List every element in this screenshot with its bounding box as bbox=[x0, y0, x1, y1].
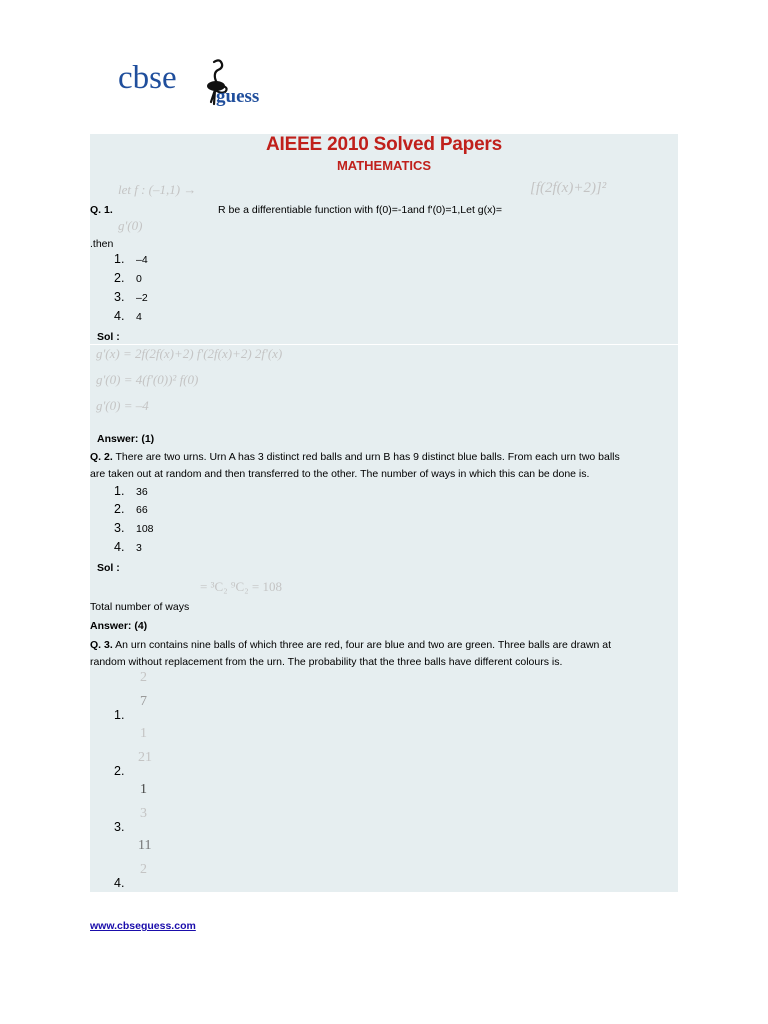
q1-sol-line-3: g'(0) = –4 bbox=[96, 398, 149, 413]
q1-answer: Answer: (1) bbox=[97, 433, 155, 445]
q3-option-2-number: 2. bbox=[114, 764, 125, 778]
q1-text: R be a differentiable function with f(0)=-1and f'(0)=1,Let g(x)= bbox=[218, 204, 503, 216]
q1-option-4-value: 4 bbox=[136, 311, 142, 323]
q3-option-3-numerator: 1 bbox=[140, 782, 147, 797]
page-subtitle: MATHEMATICS bbox=[336, 158, 432, 173]
q3-option-2-numerator: 1 bbox=[140, 726, 147, 741]
q3-option-3-number: 3. bbox=[114, 820, 125, 834]
q3-option-4-numerator: 11 bbox=[138, 838, 152, 853]
q2-option-3-value: 108 bbox=[136, 523, 154, 535]
q2-option-2-value: 66 bbox=[136, 504, 148, 516]
q2-text-line-1: There are two urns. Urn A has 3 distinct red balls and urn B has 9 distinct blue balls. From each urn two balls bbox=[115, 451, 620, 463]
q3-option-1-numerator: 2 bbox=[140, 670, 147, 685]
logo-sub: guess bbox=[216, 86, 260, 107]
q2-total-text: Total number of ways bbox=[90, 601, 190, 613]
q1-option-1-number: 1. bbox=[114, 252, 125, 266]
q2-option-1-number: 1. bbox=[114, 484, 125, 498]
q1-label: Q. 1. bbox=[90, 204, 113, 216]
q3-option-1-denominator: 7 bbox=[140, 694, 147, 709]
q3-label: Q. 3. bbox=[90, 639, 113, 651]
q1-option-2-value: 0 bbox=[136, 273, 142, 285]
q2-label: Q. 2. bbox=[90, 451, 113, 463]
q3-option-2-denominator: 21 bbox=[138, 750, 152, 765]
q2-sol-label: Sol : bbox=[97, 562, 120, 574]
q2-text bbox=[90, 449, 670, 483]
q3-text-line-2: random without replacement from the urn. The probability that the three balls have different colours is. bbox=[90, 656, 563, 668]
q1-option-3-value: –2 bbox=[136, 292, 148, 304]
q1-option-3-number: 3. bbox=[114, 290, 125, 304]
q1-math-gprime: g'(0) bbox=[118, 218, 143, 233]
q2-option-3-number: 3. bbox=[114, 521, 125, 535]
q3-option-4-denominator: 2 bbox=[140, 862, 147, 877]
q3-text-line-1: An urn contains nine balls of which three are red, four are blue and two are green. Three balls are drawn at bbox=[115, 639, 612, 651]
q1-option-4-number: 4. bbox=[114, 309, 125, 323]
q1-math-domain: let f : (–1,1) → bbox=[118, 182, 197, 197]
q3-option-4-number: 4. bbox=[114, 876, 125, 890]
q1-sol-line-1: g'(x) = 2f(2f(x)+2) f'(2f(x)+2) 2f'(x) bbox=[96, 346, 283, 361]
footer-website-link[interactable]: www.cbseguess.com bbox=[90, 920, 196, 932]
q2-text-line-2: are taken out at random and then transferred to the other. The number of ways in which this can be done is. bbox=[90, 468, 590, 480]
q1-option-1-value: –4 bbox=[136, 254, 148, 266]
q3-option-1-number: 1. bbox=[114, 708, 125, 722]
divider bbox=[90, 344, 678, 345]
q2-total-math: = ³C₂ ⁹C₂ = 108 bbox=[200, 579, 282, 594]
q1-math-g: [f(2f(x)+2)]² bbox=[530, 180, 607, 196]
q1-sol-label: Sol : bbox=[97, 331, 120, 343]
q1-sol-line-2: g'(0) = 4(f'(0))² f(0) bbox=[96, 372, 199, 387]
q1-then: .then bbox=[90, 238, 114, 250]
q2-option-4-number: 4. bbox=[114, 540, 125, 554]
q2-answer: Answer: (4) bbox=[90, 620, 148, 632]
q3-option-3-denominator: 3 bbox=[140, 806, 147, 821]
logo-word: cbse bbox=[118, 60, 177, 96]
q2-option-2-number: 2. bbox=[114, 502, 125, 516]
q1-option-2-number: 2. bbox=[114, 271, 125, 285]
page-title: AIEEE 2010 Solved Papers bbox=[266, 134, 502, 155]
content-panel bbox=[90, 134, 678, 892]
q3-text bbox=[90, 637, 670, 671]
q2-option-1-value: 36 bbox=[136, 486, 148, 498]
cbseguess-logo bbox=[118, 58, 288, 114]
q2-option-4-value: 3 bbox=[136, 542, 142, 554]
